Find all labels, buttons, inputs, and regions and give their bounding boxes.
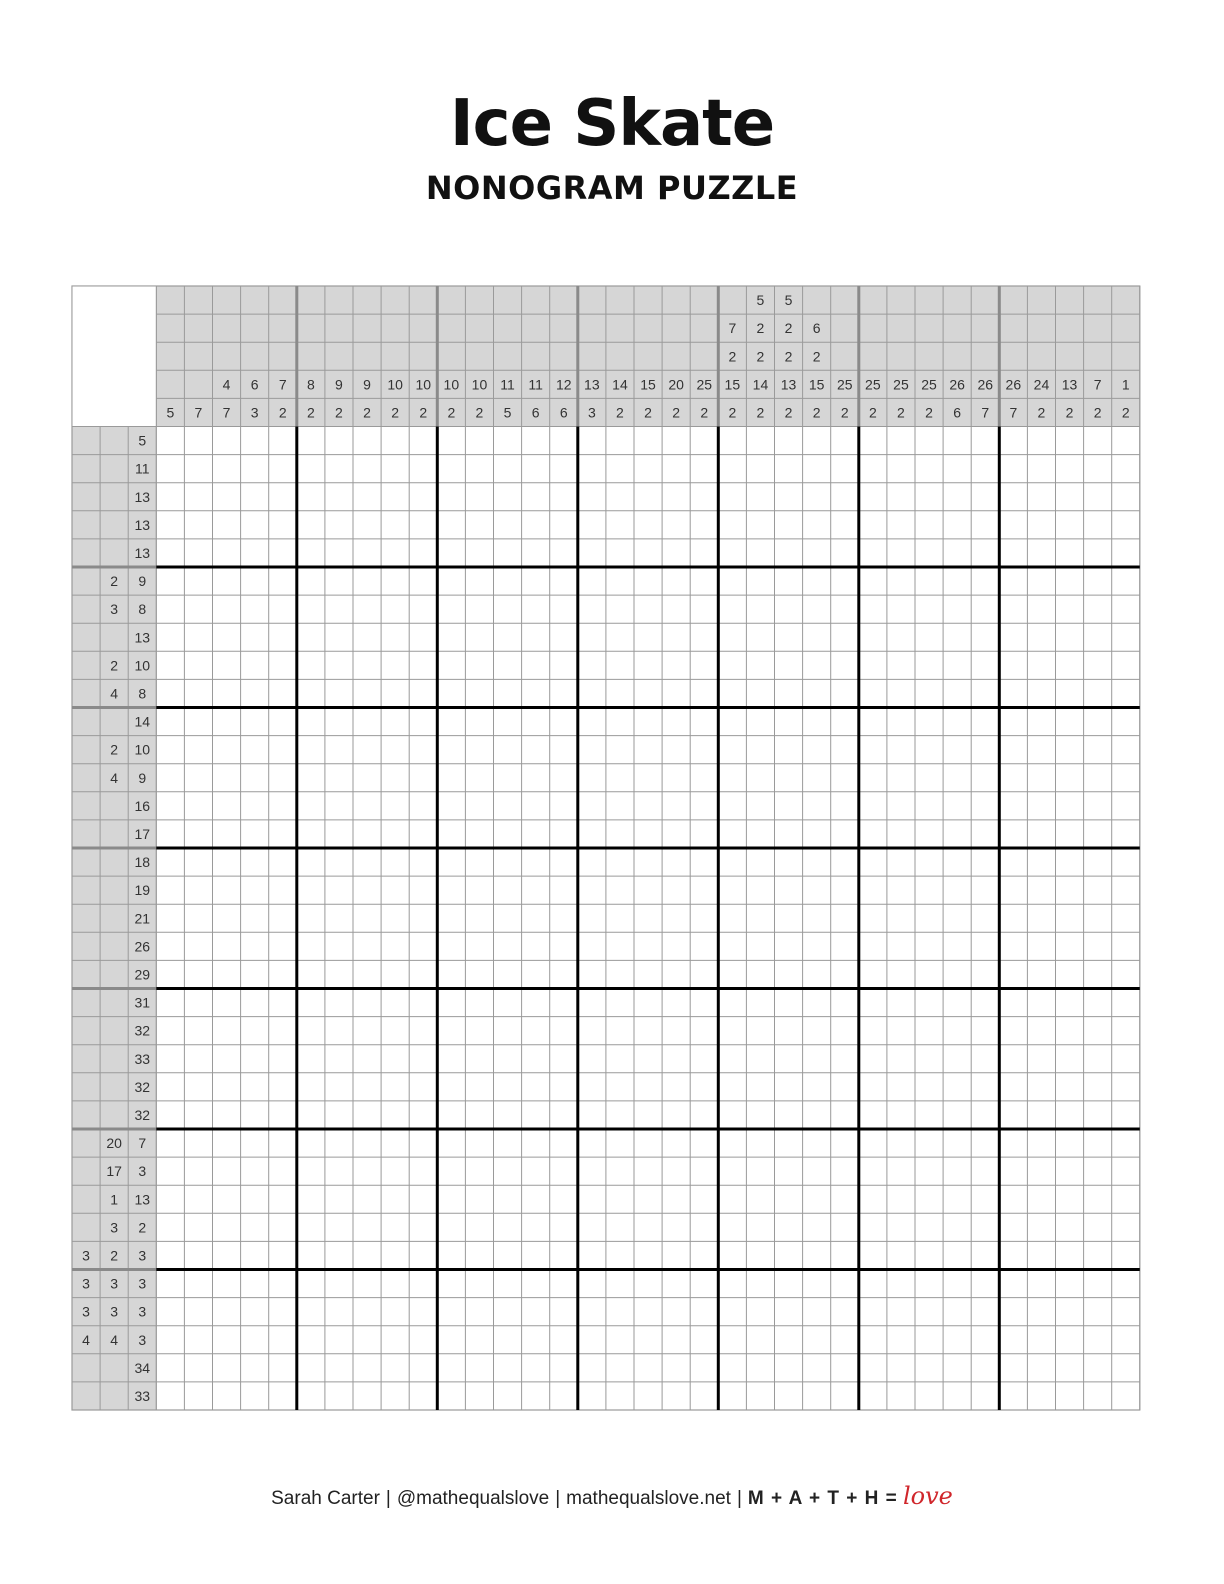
- column-clue-number: 8: [306, 376, 315, 393]
- row-clue-number: 13: [134, 516, 151, 533]
- column-clue-number: 2: [335, 404, 343, 421]
- row-clue-number: 2: [110, 1247, 119, 1264]
- column-clue-number: 10: [387, 376, 403, 393]
- corner-box: [72, 286, 156, 427]
- footer-author: Sarah Carter: [271, 1488, 380, 1509]
- row-clue-number: 3: [138, 1275, 147, 1292]
- row-clue-number: 7: [138, 1135, 147, 1152]
- column-clue-number: 3: [587, 404, 596, 421]
- row-clue-number: 13: [134, 1191, 151, 1208]
- column-clue-number: 15: [724, 376, 741, 393]
- column-clue-number: 2: [391, 404, 400, 421]
- column-clue-number: 10: [443, 376, 460, 393]
- row-clue-number: 5: [138, 432, 147, 449]
- row-clue-number: 3: [110, 1275, 119, 1292]
- love-logo: love: [902, 1482, 953, 1510]
- column-clue-number: 14: [752, 376, 769, 393]
- row-clue-number: 1: [110, 1191, 119, 1208]
- column-clue-number: 26: [949, 376, 965, 393]
- column-clue-number: 7: [981, 404, 990, 421]
- column-clue-number: 7: [728, 320, 737, 337]
- column-clue-number: 7: [1093, 376, 1102, 393]
- row-clue-number: 3: [138, 1331, 147, 1348]
- column-clue-number: 11: [500, 376, 515, 393]
- row-clue-number: 8: [138, 685, 147, 702]
- column-clue-number: 6: [531, 404, 540, 421]
- column-clue-number: 13: [1061, 376, 1078, 393]
- footer-separator: |: [385, 1488, 391, 1509]
- column-clue-number: 2: [447, 404, 456, 421]
- row-clue-number: 14: [134, 713, 151, 730]
- column-clue-number: 2: [812, 404, 821, 421]
- column-clue-number: 5: [756, 292, 765, 309]
- column-clue-number: 25: [696, 376, 713, 393]
- row-clue-number: 4: [110, 1331, 119, 1348]
- row-clue-number: 2: [110, 573, 119, 590]
- column-clue-number: 13: [584, 376, 600, 393]
- column-clue-number: 7: [1009, 404, 1018, 421]
- row-clue-number: 3: [82, 1275, 90, 1292]
- page-subtitle: NONOGRAM PUZZLE: [425, 169, 799, 207]
- row-clue-number: 3: [138, 1247, 147, 1264]
- row-clue-number: 10: [134, 657, 151, 674]
- column-clue-number: 2: [756, 348, 765, 365]
- row-clue-number: 3: [110, 601, 119, 618]
- row-clue-number: 26: [134, 938, 151, 955]
- column-clue-number: 13: [780, 376, 797, 393]
- column-clue-number: 25: [865, 376, 881, 393]
- row-clue-number: 2: [110, 741, 119, 758]
- column-clue-number: 2: [700, 404, 709, 421]
- column-clue-number: 10: [471, 376, 488, 393]
- column-clue-number: 2: [1093, 404, 1102, 421]
- column-clue-number: 2: [868, 404, 877, 421]
- column-clue-number: 7: [194, 404, 203, 421]
- row-clue-number: 32: [134, 1078, 151, 1095]
- row-clue-number: 4: [82, 1331, 90, 1348]
- row-clue-number: 17: [134, 825, 151, 842]
- row-clue-number: 34: [134, 1359, 151, 1376]
- column-clue-number: 2: [1121, 404, 1130, 421]
- row-clue-number: 32: [134, 1106, 151, 1123]
- row-clue-number: 10: [134, 741, 151, 758]
- row-clue-number: 3: [138, 1303, 147, 1320]
- column-clue-number: 2: [1037, 404, 1046, 421]
- row-clue-number: 9: [138, 573, 147, 590]
- row-clue-number: 8: [138, 601, 147, 618]
- row-clue-number: 17: [106, 1163, 122, 1180]
- column-clue-number: 6: [812, 320, 821, 337]
- row-clue-number: 31: [134, 994, 151, 1011]
- row-clue-number: 33: [134, 1050, 151, 1067]
- column-clue-number: 2: [419, 404, 428, 421]
- row-clue-number: 20: [106, 1135, 122, 1152]
- column-clue-number: 5: [784, 292, 793, 309]
- footer-brand: M + A + T + H =: [747, 1488, 898, 1509]
- footer-handle: @mathequalslove: [396, 1488, 550, 1509]
- column-clue-number: 2: [306, 404, 315, 421]
- column-clue-number: 6: [559, 404, 568, 421]
- column-clue-number: 11: [528, 376, 543, 393]
- column-clue-number: 20: [668, 376, 684, 393]
- column-clue-number: 6: [953, 404, 962, 421]
- column-clue-number: 2: [644, 404, 652, 421]
- column-clue-number: 2: [784, 320, 793, 337]
- column-clue-number: 5: [166, 404, 175, 421]
- column-clue-number: 2: [728, 348, 737, 365]
- column-clue-number: 25: [893, 376, 909, 393]
- column-clue-number: 2: [672, 404, 681, 421]
- column-clue-number: 2: [840, 404, 849, 421]
- row-clue-number: 21: [134, 910, 151, 927]
- column-clue-number: 4: [222, 376, 231, 393]
- row-clue-number: 4: [110, 769, 119, 786]
- column-clue-number: 6: [250, 376, 259, 393]
- row-clue-number: 3: [110, 1303, 119, 1320]
- column-clue-number: 2: [616, 404, 624, 421]
- column-clue-number: 10: [415, 376, 432, 393]
- column-clue-number: 2: [897, 404, 905, 421]
- row-clue-number: 3: [82, 1247, 90, 1264]
- column-clue-number: 2: [925, 404, 933, 421]
- column-clue-number: 2: [812, 348, 821, 365]
- row-clue-number: 3: [82, 1303, 90, 1320]
- row-clue-number: 4: [110, 685, 119, 702]
- column-clue-number: 2: [756, 404, 765, 421]
- column-clue-number: 7: [278, 376, 287, 393]
- column-clue-number: 2: [728, 404, 737, 421]
- page-title: Ice Skate: [449, 87, 775, 161]
- column-clue-number: 24: [1033, 376, 1050, 393]
- row-clue-number: 3: [110, 1219, 119, 1236]
- column-clue-number: 2: [363, 404, 371, 421]
- row-clue-number: 3: [138, 1163, 147, 1180]
- column-clue-number: 12: [555, 376, 572, 393]
- column-clue-number: 15: [808, 376, 825, 393]
- column-clue-number: 2: [475, 404, 484, 421]
- column-clue-number: 3: [250, 404, 259, 421]
- row-clue-number: 18: [134, 854, 151, 871]
- row-clue-number: 13: [134, 544, 151, 561]
- column-clue-number: 9: [363, 376, 371, 393]
- row-clue-number: 19: [134, 882, 151, 899]
- column-clue-number: 26: [977, 376, 994, 393]
- column-clue-number: 2: [756, 320, 765, 337]
- column-clue-number: 25: [921, 376, 937, 393]
- column-clue-number: 2: [784, 404, 793, 421]
- column-clue-number: 14: [612, 376, 628, 393]
- column-clue-number: 25: [836, 376, 853, 393]
- column-clue-number: 5: [503, 404, 512, 421]
- column-clue-number: 9: [335, 376, 343, 393]
- footer-site: mathequalslove.net: [566, 1488, 731, 1509]
- row-clue-number: 33: [134, 1387, 151, 1404]
- column-clue-number: 1: [1121, 376, 1130, 393]
- row-clue-number: 13: [134, 629, 151, 646]
- column-clue-number: 15: [640, 376, 656, 393]
- footer: [0, 1483, 1224, 1512]
- column-clue-number: 2: [784, 348, 793, 365]
- row-clue-number: 29: [134, 966, 151, 983]
- footer-separator: |: [736, 1488, 742, 1509]
- row-clue-number: 2: [138, 1219, 147, 1236]
- column-clue-number: 2: [1065, 404, 1074, 421]
- row-clue-number: 11: [134, 460, 150, 477]
- row-clue-number: 2: [110, 657, 119, 674]
- column-clue-number: 26: [1005, 376, 1022, 393]
- row-clue-number: 32: [134, 1022, 151, 1039]
- row-clue-number: 16: [134, 797, 151, 814]
- footer-separator: |: [555, 1488, 561, 1509]
- row-clue-number: 13: [134, 488, 151, 505]
- row-clue-number: 9: [138, 769, 147, 786]
- column-clue-number: 2: [278, 404, 287, 421]
- column-clue-number: 7: [222, 404, 231, 421]
